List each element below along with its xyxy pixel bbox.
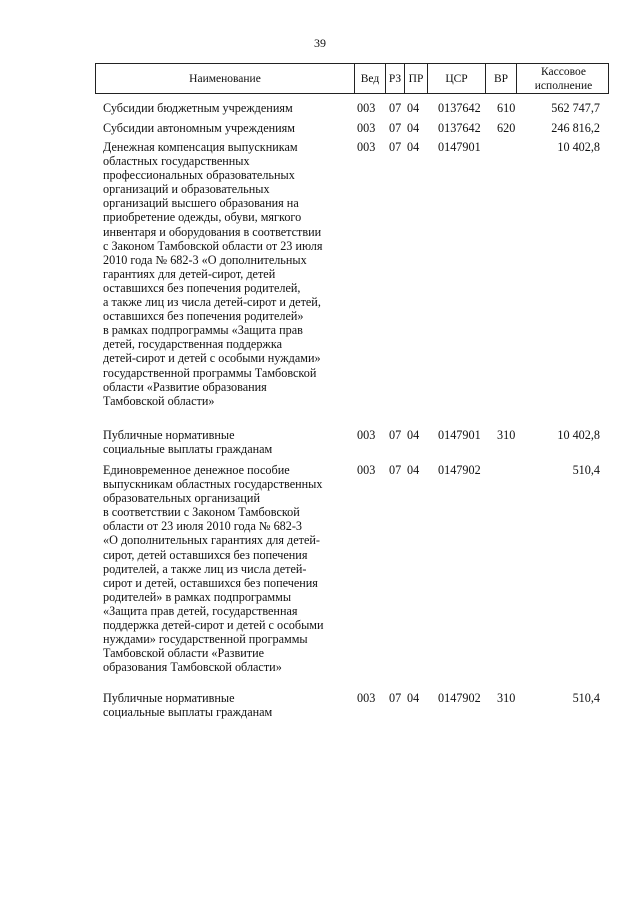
header-kassovoe: Кассовое исполнение xyxy=(516,64,610,93)
header-name: Наименование xyxy=(189,72,261,85)
row-csr: 0137642 xyxy=(438,121,481,135)
row-sum: 510,4 xyxy=(572,463,600,477)
row-ved: 003 xyxy=(357,428,376,442)
row-csr: 0137642 xyxy=(438,101,481,115)
row-vr: 620 xyxy=(497,121,516,135)
table-header xyxy=(95,63,609,94)
row-pr: 04 xyxy=(407,101,420,115)
row-name: Денежная компенсация выпускникам областных государственных профессиональных образовательных организаций и образовательных организаций высшего образования на приобретение одежды, обуви, мягкого инвентаря и оборудования в соответствии с Законом Тамбовской области от 23 июля 2010 года № 682-3 «О дополнительных гарантиях для детей-сирот, детей оставшихся без попечения родителей, а также лиц из числа детей-сирот и детей, оставшихся без попечения родителей» в рамках подпрограммы «Защита прав детей, государственная поддержка детей-сирот и детей с особыми нуждами» государственной программы Тамбовской области «Развитие образования Тамбовской области» xyxy=(103,140,323,408)
row-ved: 003 xyxy=(357,101,376,115)
row-name: Публичные нормативные социальные выплаты гражданам xyxy=(103,428,273,457)
row-ved: 003 xyxy=(357,463,376,477)
row-name: Субсидии бюджетным учреждениям xyxy=(103,101,293,115)
row-sum: 246 816,2 xyxy=(551,121,600,135)
row-vr: 310 xyxy=(497,691,516,705)
row-pr: 04 xyxy=(407,121,420,135)
row-rz: 07 xyxy=(389,463,402,477)
page-number: 39 xyxy=(314,36,326,50)
header-rz: РЗ xyxy=(385,64,404,93)
row-rz: 07 xyxy=(389,691,402,705)
header-ved: Вед xyxy=(354,64,385,93)
row-pr: 04 xyxy=(407,428,420,442)
row-pr: 04 xyxy=(407,463,420,477)
row-csr: 0147901 xyxy=(438,140,481,154)
row-rz: 07 xyxy=(389,101,402,115)
row-pr: 04 xyxy=(407,691,420,705)
row-ved: 003 xyxy=(357,140,376,154)
row-csr: 0147901 xyxy=(438,428,481,442)
row-sum: 10 402,8 xyxy=(557,140,600,154)
row-rz: 07 xyxy=(389,140,402,154)
header-csr: ЦСР xyxy=(427,64,485,93)
row-ved: 003 xyxy=(357,691,376,705)
row-name: Единовременное денежное пособие выпускникам областных государственных образовательных организаций в соответствии с Законом Тамбовской области от 23 июля 2010 года № 682-3 «О дополнительных гарантиях для детей- сирот, детей оставшихся без попечения родителей, а также лиц из числа детей- сирот и детей, оставшихся без попечения родителей» в рамках подпрограммы «Защита прав детей, государственная поддержка детей-сирот и детей с особыми нуждами» государственной программы Тамбовской области «Развитие образования Тамбовской области» xyxy=(103,463,324,675)
row-name: Субсидии автономным учреждениям xyxy=(103,121,295,135)
row-ved: 003 xyxy=(357,121,376,135)
row-sum: 10 402,8 xyxy=(557,428,600,442)
row-vr: 310 xyxy=(497,428,516,442)
row-sum: 510,4 xyxy=(572,691,600,705)
row-vr: 610 xyxy=(497,101,516,115)
row-csr: 0147902 xyxy=(438,691,481,705)
header-vr: ВР xyxy=(485,64,516,93)
row-rz: 07 xyxy=(389,428,402,442)
row-sum: 562 747,7 xyxy=(551,101,600,115)
row-pr: 04 xyxy=(407,140,420,154)
row-rz: 07 xyxy=(389,121,402,135)
row-name: Публичные нормативные социальные выплаты гражданам xyxy=(103,691,273,720)
row-csr: 0147902 xyxy=(438,463,481,477)
header-pr: ПР xyxy=(404,64,427,93)
